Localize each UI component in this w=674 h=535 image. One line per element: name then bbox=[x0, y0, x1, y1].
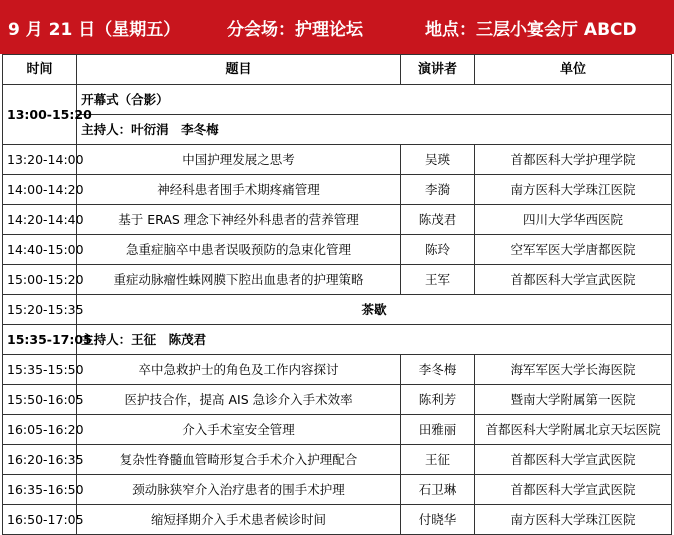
talk-org: 海军军医大学长海医院 bbox=[475, 355, 672, 385]
banner-location: 地点：三层小宴会厅 ABCD bbox=[425, 20, 637, 40]
session2-host-row bbox=[3, 325, 672, 355]
session1-opening: 开幕式（合影） bbox=[77, 85, 672, 115]
talk-title: 复杂性脊髓血管畸形复合手术介入护理配合 bbox=[77, 445, 401, 475]
break-time: 15:20-15:35 bbox=[3, 295, 77, 325]
talk-org: 南方医科大学珠江医院 bbox=[475, 175, 672, 205]
talk-time: 15:00-15:20 bbox=[3, 265, 77, 295]
break-row bbox=[3, 295, 672, 325]
talk-org: 首都医科大学宣武医院 bbox=[475, 265, 672, 295]
talk-org: 暨南大学附属第一医院 bbox=[475, 385, 672, 415]
talk-title: 重症动脉瘤性蛛网膜下腔出血患者的护理策略 bbox=[77, 265, 401, 295]
talk-speaker: 王军 bbox=[401, 265, 475, 295]
talk-speaker: 陈茂君 bbox=[401, 205, 475, 235]
talk-time: 14:00-14:20 bbox=[3, 175, 77, 205]
table-row bbox=[3, 385, 672, 415]
talk-org: 首都医科大学护理学院 bbox=[475, 145, 672, 175]
talk-time: 16:50-17:05 bbox=[3, 505, 77, 535]
break-label: 茶歇 bbox=[77, 295, 672, 325]
table-row bbox=[3, 265, 672, 295]
session2-time: 15:35-17:05 bbox=[3, 325, 77, 355]
table-row bbox=[3, 175, 672, 205]
table-row bbox=[3, 445, 672, 475]
talk-org: 首都医科大学附属北京天坛医院 bbox=[475, 415, 672, 445]
session1-host: 主持人：叶衍涓 李冬梅 bbox=[77, 115, 672, 145]
talk-time: 16:05-16:20 bbox=[3, 415, 77, 445]
talk-org: 空军军医大学唐都医院 bbox=[475, 235, 672, 265]
talk-title: 中国护理发展之思考 bbox=[77, 145, 401, 175]
table-row bbox=[3, 475, 672, 505]
talk-speaker: 李漪 bbox=[401, 175, 475, 205]
banner-hall: 分会场：护理论坛 bbox=[227, 20, 363, 40]
talk-org: 四川大学华西医院 bbox=[475, 205, 672, 235]
talk-speaker: 王征 bbox=[401, 445, 475, 475]
talk-time: 13:20-14:00 bbox=[3, 145, 77, 175]
talk-speaker: 陈利芳 bbox=[401, 385, 475, 415]
column-header-org: 单位 bbox=[475, 55, 672, 85]
talk-time: 16:35-16:50 bbox=[3, 475, 77, 505]
talk-time: 15:50-16:05 bbox=[3, 385, 77, 415]
talk-title: 介入手术室安全管理 bbox=[77, 415, 401, 445]
talk-org: 首都医科大学宣武医院 bbox=[475, 445, 672, 475]
talk-title: 基于 ERAS 理念下神经外科患者的营养管理 bbox=[77, 205, 401, 235]
talk-time: 15:35-15:50 bbox=[3, 355, 77, 385]
talk-speaker: 付晓华 bbox=[401, 505, 475, 535]
talk-org: 首都医科大学宣武医院 bbox=[475, 475, 672, 505]
table-row bbox=[3, 235, 672, 265]
table-row bbox=[3, 145, 672, 175]
talk-speaker: 田雅丽 bbox=[401, 415, 475, 445]
session2-host: 主持人：王征 陈茂君 bbox=[77, 325, 672, 355]
talk-title: 颈动脉狭窄介入治疗患者的围手术护理 bbox=[77, 475, 401, 505]
session-banner bbox=[0, 0, 674, 54]
session1-time: 13:00-15:20 bbox=[3, 85, 77, 145]
talk-speaker: 李冬梅 bbox=[401, 355, 475, 385]
talk-title: 卒中急救护士的角色及工作内容探讨 bbox=[77, 355, 401, 385]
table-row bbox=[3, 505, 672, 535]
table-row bbox=[3, 415, 672, 445]
table-header-row bbox=[3, 55, 672, 85]
talk-title: 神经科患者围手术期疼痛管理 bbox=[77, 175, 401, 205]
talk-time: 14:20-14:40 bbox=[3, 205, 77, 235]
column-header-title: 题目 bbox=[77, 55, 401, 85]
column-header-speaker: 演讲者 bbox=[401, 55, 475, 85]
talk-org: 南方医科大学珠江医院 bbox=[475, 505, 672, 535]
table-row bbox=[3, 205, 672, 235]
talk-title: 医护技合作，提高 AIS 急诊介入手术效率 bbox=[77, 385, 401, 415]
schedule-table bbox=[2, 54, 672, 535]
talk-speaker: 吴瑛 bbox=[401, 145, 475, 175]
talk-speaker: 陈玲 bbox=[401, 235, 475, 265]
talk-time: 16:20-16:35 bbox=[3, 445, 77, 475]
talk-title: 缩短择期介入手术患者候诊时间 bbox=[77, 505, 401, 535]
column-header-time: 时间 bbox=[3, 55, 77, 85]
table-row bbox=[3, 355, 672, 385]
talk-time: 14:40-15:00 bbox=[3, 235, 77, 265]
banner-date: 9 月 21 日（星期五） bbox=[8, 20, 181, 40]
session1-host-row bbox=[3, 115, 672, 145]
session1-opening-row bbox=[3, 85, 672, 115]
talk-title: 急重症脑卒中患者误吸预防的急束化管理 bbox=[77, 235, 401, 265]
talk-speaker: 石卫琳 bbox=[401, 475, 475, 505]
